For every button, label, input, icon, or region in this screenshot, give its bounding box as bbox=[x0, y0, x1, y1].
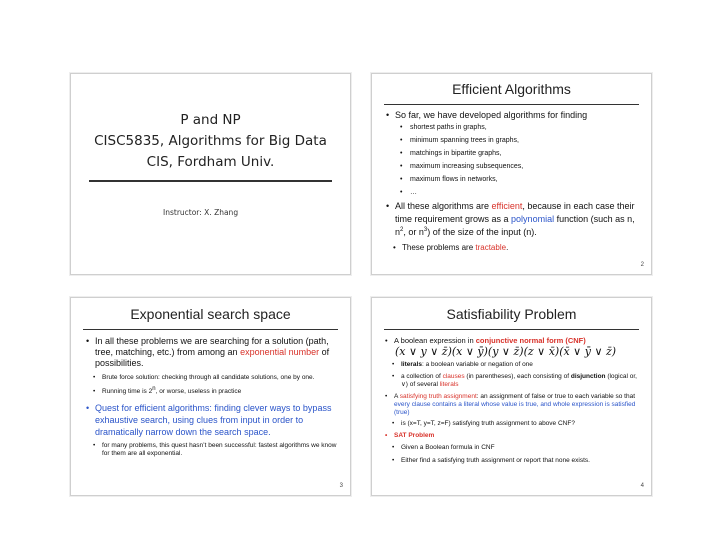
bullet-quest: • Quest for efficient algorithms: finding clever ways to bypass exhaustive search, using clues from input in order to dramatically narrow down the search space. bbox=[86, 402, 340, 438]
bullet-satisfying: • A satisfying truth assignment: an assignment of false or true to each variable so that every clause contains a literal whose value is true, and whole expression is satisfied (true) bbox=[385, 393, 641, 417]
slide-1 bbox=[70, 73, 351, 275]
slide-4 bbox=[371, 297, 652, 496]
polynomial-term: polynomial bbox=[511, 214, 555, 224]
slide-1-title bbox=[71, 110, 350, 173]
bullet: • In all these problems we are searching for a solution (path, tree, matching, etc.) from among an exponential number of possibilities. bbox=[86, 336, 340, 369]
title-divider bbox=[83, 329, 338, 330]
instructor-label: Instructor: X. Zhang bbox=[163, 208, 239, 217]
title-divider bbox=[89, 180, 332, 182]
efficient-term: efficient bbox=[491, 201, 523, 211]
tractable-term: tractable bbox=[475, 243, 507, 252]
sub-bullet: • maximum increasing subsequences, bbox=[386, 162, 641, 171]
title-line: CIS, Fordham Univ. bbox=[146, 154, 275, 170]
title-line: CISC5835, Algorithms for Big Data bbox=[94, 133, 327, 149]
page-number: 2 bbox=[640, 262, 644, 268]
bullet: • So far, we have developed algorithms for finding bbox=[386, 110, 641, 121]
cnf-formula: (x ∨ y ∨ z̄)(x ∨ ȳ)(y ∨ z̄)(z ∨ x̄)(x̄ ∨ ȳ ∨ z̄) bbox=[395, 345, 617, 358]
slide-body bbox=[386, 110, 641, 252]
sub-bullet: • Given a Boolean formula in CNF bbox=[385, 444, 641, 452]
page-number: 3 bbox=[339, 483, 343, 489]
sub-bullet: • for many problems, this quest hasn’t been successful: fastest algorithms we know for them are all exponential. bbox=[86, 442, 340, 458]
slide-body bbox=[86, 336, 340, 458]
sub-bullet: • minimum spanning trees in graphs, bbox=[386, 136, 641, 145]
exponential-term: exponential number bbox=[240, 347, 320, 357]
sub-bullet: • Brute force solution: checking through all candidate solutions, one by one. bbox=[86, 374, 340, 382]
slide-title: Efficient Algorithms bbox=[452, 81, 571, 97]
bullet: • A boolean expression in conjunctive normal form (CNF) bbox=[385, 336, 641, 345]
bullet-efficient: • All these algorithms are efficient, because in each case their time requirement grows as a polynomial function (such as n, $n^2$, or $n^3$) of the size of the input (n). bbox=[386, 200, 641, 239]
slide-title: Exponential search space bbox=[130, 306, 291, 322]
sub-bullet: • Either find a satisfying truth assignment or report that none exists. bbox=[385, 457, 641, 465]
sub-bullet: • is (x=T, y=T, z=F) satisfying truth assignment to above CNF? bbox=[385, 420, 641, 428]
slide-2 bbox=[371, 73, 652, 275]
sub-bullet: • Running time is 2$^n$, or worse, useless in practice bbox=[86, 388, 340, 396]
sub-bullet: • matchings in bipartite graphs, bbox=[386, 149, 641, 158]
sub-bullet: • shortest paths in graphs, bbox=[386, 123, 641, 132]
title-line: P and NP bbox=[180, 112, 241, 128]
cnf-term: conjunctive normal form (CNF) bbox=[475, 336, 586, 345]
sub-bullet: • literals: a boolean variable or negation of one bbox=[385, 361, 641, 369]
slide-title: Satisfiability Problem bbox=[446, 306, 577, 322]
slide-body bbox=[385, 336, 641, 465]
sat-problem-heading: • SAT Problem bbox=[385, 432, 641, 440]
title-divider bbox=[384, 104, 639, 105]
slide-3 bbox=[70, 297, 351, 496]
sub-bullet: • … bbox=[386, 188, 641, 197]
sub-bullet-tractable: • These problems are tractable. bbox=[386, 243, 641, 252]
sub-bullet: • maximum flows in networks, bbox=[386, 175, 641, 184]
sub-bullet: • a collection of clauses (in parentheses), each consisting of disjunction (logical or, ∨) of several literals bbox=[385, 373, 641, 389]
page-number: 4 bbox=[640, 483, 644, 489]
title-divider bbox=[384, 329, 639, 330]
